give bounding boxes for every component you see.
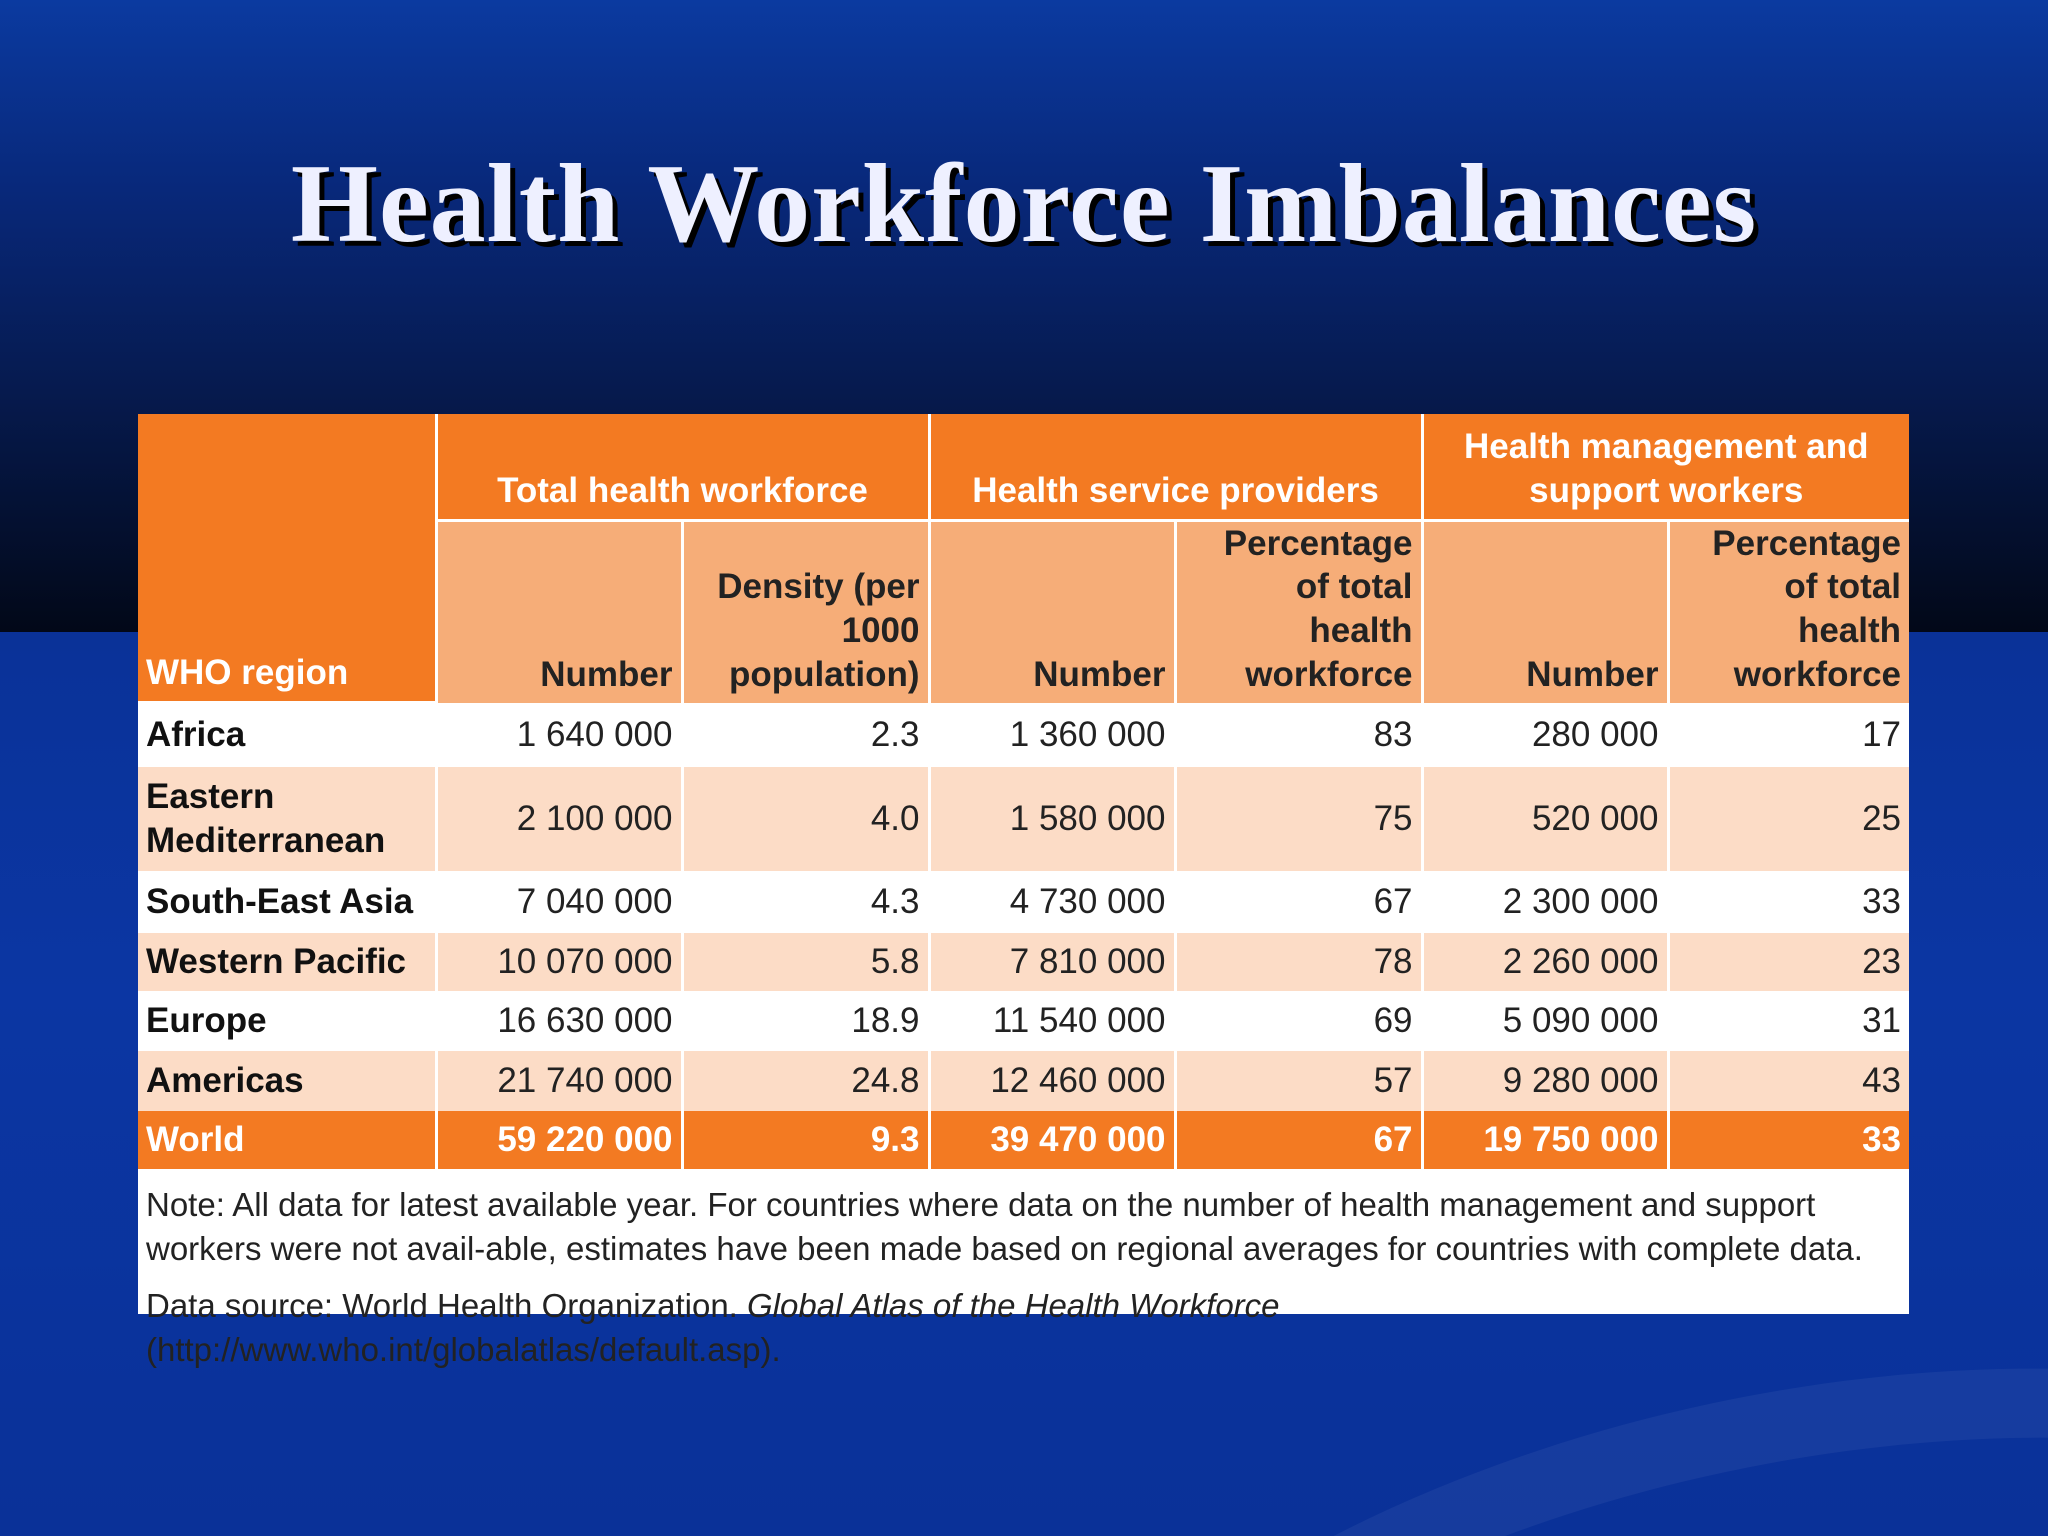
value-cell: 5 090 000 — [1422, 991, 1668, 1051]
subheader-management-percentage: Percentage of total health workforce — [1668, 520, 1909, 703]
subheader-total-density: Density (per 1000 population) — [682, 520, 929, 703]
value-cell: 10 070 000 — [436, 933, 682, 991]
table-note: Note: All data for latest available year. For countries where data on the number of health management and support workers were not avail-able, estimates have been made based on regional averages for countries with complete data. — [146, 1185, 1863, 1268]
table-row-total — [138, 1111, 1909, 1169]
value-cell: 1 360 000 — [929, 703, 1175, 767]
table-row — [138, 767, 1909, 871]
header-who-region: WHO region — [138, 414, 436, 703]
region-cell: South-East Asia — [138, 871, 436, 933]
region-cell: Europe — [138, 991, 436, 1051]
value-cell: 2 100 000 — [436, 767, 682, 871]
value-cell: 23 — [1668, 933, 1909, 991]
slide-title: Health Workforce Imbalances — [290, 142, 1758, 266]
header-group-management: Health management and support workers — [1422, 414, 1909, 520]
data-source-title: Global Atlas of the Health Workforce — [747, 1286, 1280, 1324]
subheader-total-number: Number — [436, 520, 682, 703]
value-cell: 75 — [1175, 767, 1422, 871]
value-cell: 25 — [1668, 767, 1909, 871]
subheader-providers-number: Number — [929, 520, 1175, 703]
workforce-table-panel — [138, 414, 1909, 1369]
table-row — [138, 933, 1909, 991]
value-cell: 2 300 000 — [1422, 871, 1668, 933]
value-cell: 9 280 000 — [1422, 1051, 1668, 1111]
table-row — [138, 871, 1909, 933]
value-cell: 280 000 — [1422, 703, 1668, 767]
value-cell: 24.8 — [682, 1051, 929, 1111]
value-cell: 33 — [1668, 1111, 1909, 1169]
value-cell: 1 640 000 — [436, 703, 682, 767]
value-cell: 16 630 000 — [436, 991, 682, 1051]
subheader-providers-percentage: Percentage of total health workforce — [1175, 520, 1422, 703]
value-cell: 43 — [1668, 1051, 1909, 1111]
value-cell: 69 — [1175, 991, 1422, 1051]
value-cell: 59 220 000 — [436, 1111, 682, 1169]
value-cell: 19 750 000 — [1422, 1111, 1668, 1169]
value-cell: 12 460 000 — [929, 1051, 1175, 1111]
region-cell-world: World — [138, 1111, 436, 1169]
value-cell: 9.3 — [682, 1111, 929, 1169]
table-row — [138, 1051, 1909, 1111]
value-cell: 21 740 000 — [436, 1051, 682, 1111]
value-cell: 33 — [1668, 871, 1909, 933]
value-cell: 1 580 000 — [929, 767, 1175, 871]
region-cell: Africa — [138, 703, 436, 767]
region-cell: Western Pacific — [138, 933, 436, 991]
value-cell: 7 810 000 — [929, 933, 1175, 991]
value-cell: 5.8 — [682, 933, 929, 991]
value-cell: 67 — [1175, 1111, 1422, 1169]
value-cell: 2.3 — [682, 703, 929, 767]
data-source-prefix: Data source: World Health Organization. — [146, 1286, 738, 1324]
value-cell: 67 — [1175, 871, 1422, 933]
value-cell: 4.3 — [682, 871, 929, 933]
value-cell: 520 000 — [1422, 767, 1668, 871]
value-cell: 4 730 000 — [929, 871, 1175, 933]
value-cell: 39 470 000 — [929, 1111, 1175, 1169]
workforce-table — [138, 414, 1909, 1169]
value-cell: 17 — [1668, 703, 1909, 767]
data-source — [146, 1284, 1901, 1373]
value-cell: 18.9 — [682, 991, 929, 1051]
value-cell: 2 260 000 — [1422, 933, 1668, 991]
value-cell: 57 — [1175, 1051, 1422, 1111]
value-cell: 31 — [1668, 991, 1909, 1051]
header-group-total: Total health workforce — [436, 414, 929, 520]
table-row — [138, 991, 1909, 1051]
region-cell: Eastern Mediterranean — [138, 767, 436, 871]
value-cell: 4.0 — [682, 767, 929, 871]
region-cell: Americas — [138, 1051, 436, 1111]
subheader-management-number: Number — [1422, 520, 1668, 703]
table-notes — [138, 1169, 1909, 1373]
value-cell: 83 — [1175, 703, 1422, 767]
table-row — [138, 703, 1909, 767]
value-cell: 78 — [1175, 933, 1422, 991]
value-cell: 7 040 000 — [436, 871, 682, 933]
value-cell: 11 540 000 — [929, 991, 1175, 1051]
data-source-url: (http://www.who.int/globalatlas/default.asp). — [146, 1331, 781, 1369]
header-group-providers: Health service providers — [929, 414, 1422, 520]
